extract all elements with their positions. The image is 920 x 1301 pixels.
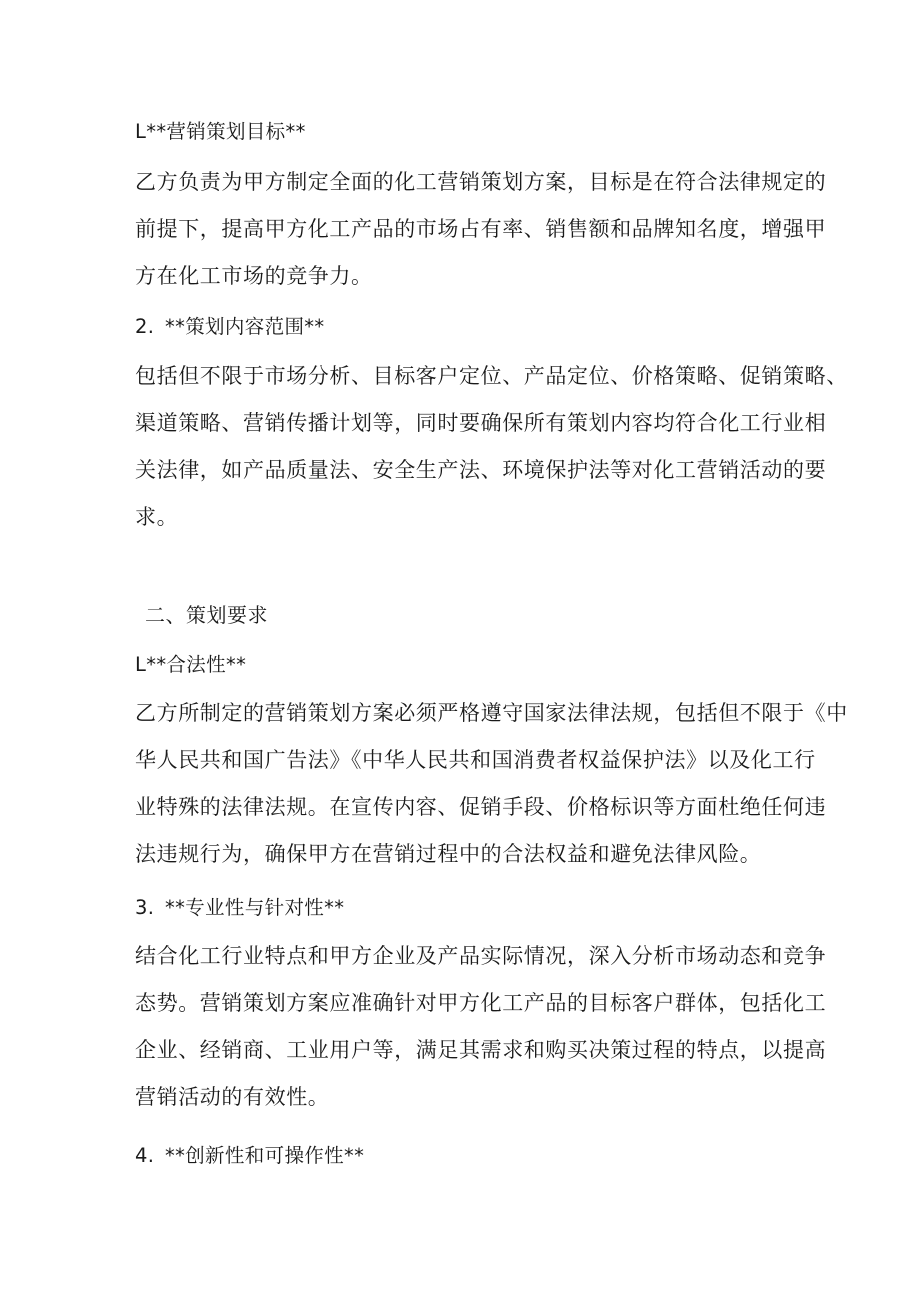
heading-text: **策划内容范围**	[165, 315, 325, 338]
paragraph-professionalism-line-2: 态势。营销策划方案应准确针对甲方化工产品的目标客户群体，包括化工	[135, 991, 827, 1015]
paragraph-professionalism-line-4: 营销活动的有效性。	[135, 1085, 330, 1109]
paragraph-goal-line-3: 方在化工市场的竞争力。	[135, 264, 373, 288]
paragraph-legality-line-3: 业特殊的法律法规。在宣传内容、促销手段、价格标识等方面杜绝任何违	[135, 795, 827, 819]
paragraph-professionalism-line-1: 结合化工行业特点和甲方企业及产品实际情况，深入分析市场动态和竞争	[135, 944, 827, 968]
paragraph-goal-line-2: 前提下，提高甲方化工产品的市场占有率、销售额和品牌知名度，增强甲	[135, 217, 827, 241]
paragraph-scope-line-2: 渠道策略、营销传播计划等，同时要确保所有策划内容均符合化工行业相	[135, 411, 827, 435]
heading-marketing-goal: L**营销策划目标**	[135, 120, 306, 143]
section-title-requirements: 二、策划要求	[145, 603, 268, 627]
paragraph-scope-line-3: 关法律，如产品质量法、安全生产法、环境保护法等对化工营销活动的要	[135, 458, 827, 482]
heading-number: 2.	[135, 315, 155, 338]
paragraph-scope-line-1: 包括但不限于市场分析、目标客户定位、产品定位、价格策略、促销策略、	[135, 364, 848, 388]
paragraph-scope-line-4: 求。	[135, 505, 179, 529]
heading-legality: L**合法性**	[135, 653, 247, 676]
heading-text: **专业性与针对性**	[165, 896, 345, 919]
heading-content-scope	[135, 315, 795, 339]
heading-innovation	[135, 1144, 795, 1168]
heading-number: 4.	[135, 1144, 155, 1167]
paragraph-legality-line-4: 法违规行为，确保甲方在营销过程中的合法权益和避免法律风险。	[135, 842, 762, 866]
heading-professionalism	[135, 896, 795, 920]
heading-text: **创新性和可操作性**	[165, 1144, 365, 1167]
paragraph-legality-line-1: 乙方所制定的营销策划方案必须严格遵守国家法律法规，包括但不限于《中	[135, 701, 848, 725]
heading-number: 3.	[135, 896, 155, 919]
paragraph-goal-line-1: 乙方负责为甲方制定全面的化工营销策划方案，目标是在符合法律规定的	[135, 170, 827, 194]
paragraph-professionalism-line-3: 企业、经销商、工业用户等，满足其需求和购买决策过程的特点，以提高	[135, 1038, 827, 1062]
paragraph-legality-line-2: 华人民共和国广告法》《中华人民共和国消费者权益保护法》以及化工行	[135, 748, 816, 772]
